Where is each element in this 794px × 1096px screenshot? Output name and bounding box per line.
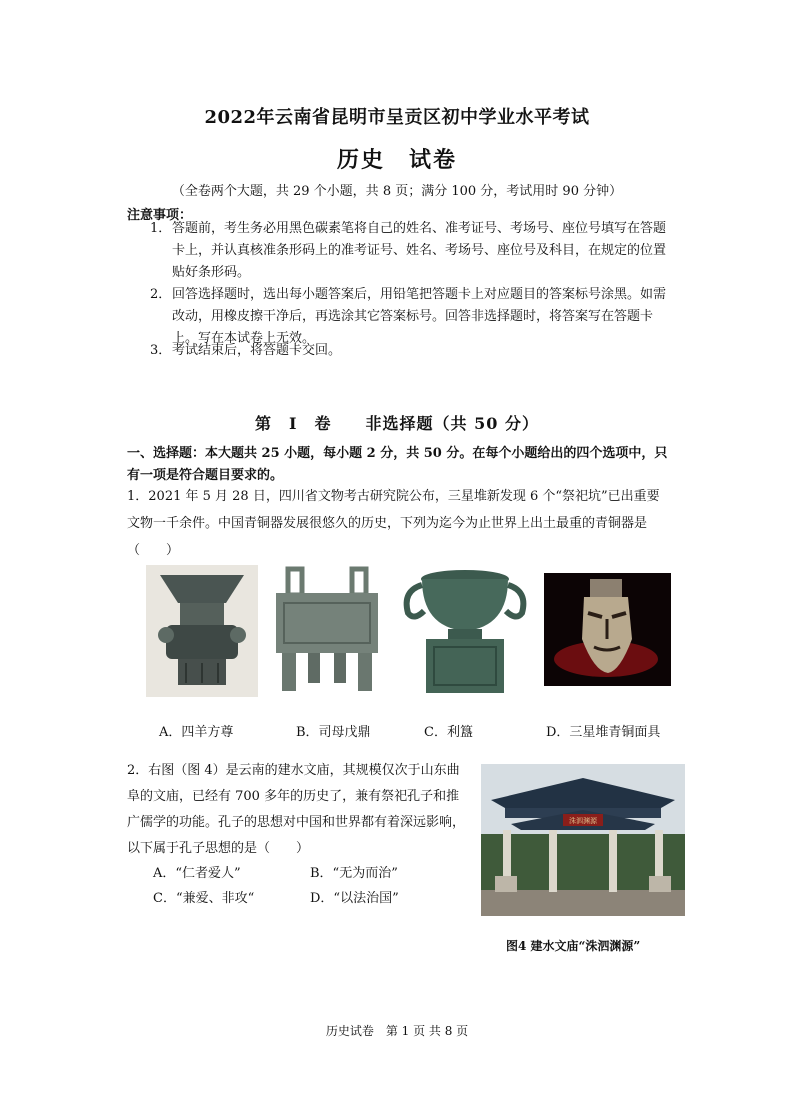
question-1-option-b: B．司母戊鼎 bbox=[296, 725, 371, 740]
li-gui-image bbox=[398, 565, 533, 697]
jianshui-temple-image bbox=[481, 764, 685, 916]
notice-heading: 注意事项： bbox=[127, 208, 193, 223]
notice-item-text: 考试结束后，将答题卡交回。 bbox=[172, 343, 342, 358]
bronze-cauldron-icon bbox=[268, 565, 386, 697]
page-footer: 历史试卷 第 1 页 共 8 页 bbox=[325, 1024, 469, 1038]
exam-meta: （全卷两个大题，共 29 个小题，共 8 页；满分 100 分，考试用时 90 分钟） bbox=[171, 184, 623, 199]
notice-item bbox=[150, 218, 668, 284]
notice-item-text: 答题前，考生务必用黑色碳素笔将自己的姓名、准考证号、考场号、座位号填写在答题卡上，并认真核准条形码上的准考证号、姓名、考场号、座位号及科目，在规定的位置贴好条形码。 bbox=[172, 221, 667, 280]
temple-plaque: 洙泗渊源 bbox=[569, 817, 597, 825]
exam-title: 2022年云南省昆明市呈贡区初中学业水平考试 bbox=[204, 107, 590, 128]
notice-item bbox=[150, 340, 668, 362]
section-title: 第 Ⅰ 卷 非选择题（共 50 分） bbox=[255, 414, 539, 433]
temple-gate-icon bbox=[481, 764, 685, 916]
question-1-option-a: A．四羊方尊 bbox=[159, 725, 234, 740]
four-goat-square-zun-image bbox=[146, 565, 258, 697]
question-1-option-c: C．利簋 bbox=[424, 725, 473, 740]
question-2-stem: 2．右图（图 4）是云南的建水文庙，其规模仅次于山东曲阜的文庙，已经有 700 多年的历史了，兼有祭祀孔子和推广儒学的功能。孔子的思想对中国和世界都有着深远影响，以下属于孔子思想的是（ ） bbox=[127, 763, 466, 856]
notice-item-number: 3． bbox=[150, 343, 172, 358]
part-instruction: 一、选择题：本大题共 25 小题，每小题 2 分，共 50 分。在每个小题给出的四个选项中，只有一项是符合题目要求的。 bbox=[127, 446, 668, 483]
simuwu-ding-image bbox=[268, 565, 386, 697]
question-2-option-b: B．“无为而治” bbox=[310, 866, 398, 881]
figure-4-caption: 图4 建水文庙“洙泗渊源” bbox=[506, 939, 641, 953]
bronze-gui-icon bbox=[398, 565, 533, 697]
notice-item-number: 2． bbox=[150, 287, 172, 302]
notice-item-number: 1． bbox=[150, 221, 172, 236]
exam-subject: 历史 试卷 bbox=[336, 147, 457, 173]
question-1-option-d: D．三星堆青铜面具 bbox=[546, 725, 661, 740]
bronze-mask-icon bbox=[544, 573, 671, 686]
question-1-stem: 1．2021 年 5 月 28 日，四川省文物考古研究院公布，三星堆新发现 6 个“祭祀坑”已出重要文物一千余件。中国青铜器发展很悠久的历史，下列为迄今为止世界上出土最重的青铜器是（ ） bbox=[127, 489, 660, 558]
question-2-option-a: A．“仁者爱人” bbox=[153, 866, 241, 881]
bronze-vessel-icon bbox=[146, 565, 258, 697]
question-2-option-c: C．“兼爱、非攻“ bbox=[153, 891, 255, 906]
question-2-option-d: D．“以法治国” bbox=[310, 891, 399, 906]
sanxingdui-bronze-mask-image bbox=[544, 573, 671, 686]
notice-item-text: 回答选择题时，选出每小题答案后，用铅笔把答题卡上对应题目的答案标号涂黑。如需改动，用橡皮擦干净后，再选涂其它答案标号。回答非选择题时，将答案写在答题卡上。写在本试卷上无效。 bbox=[172, 287, 667, 346]
